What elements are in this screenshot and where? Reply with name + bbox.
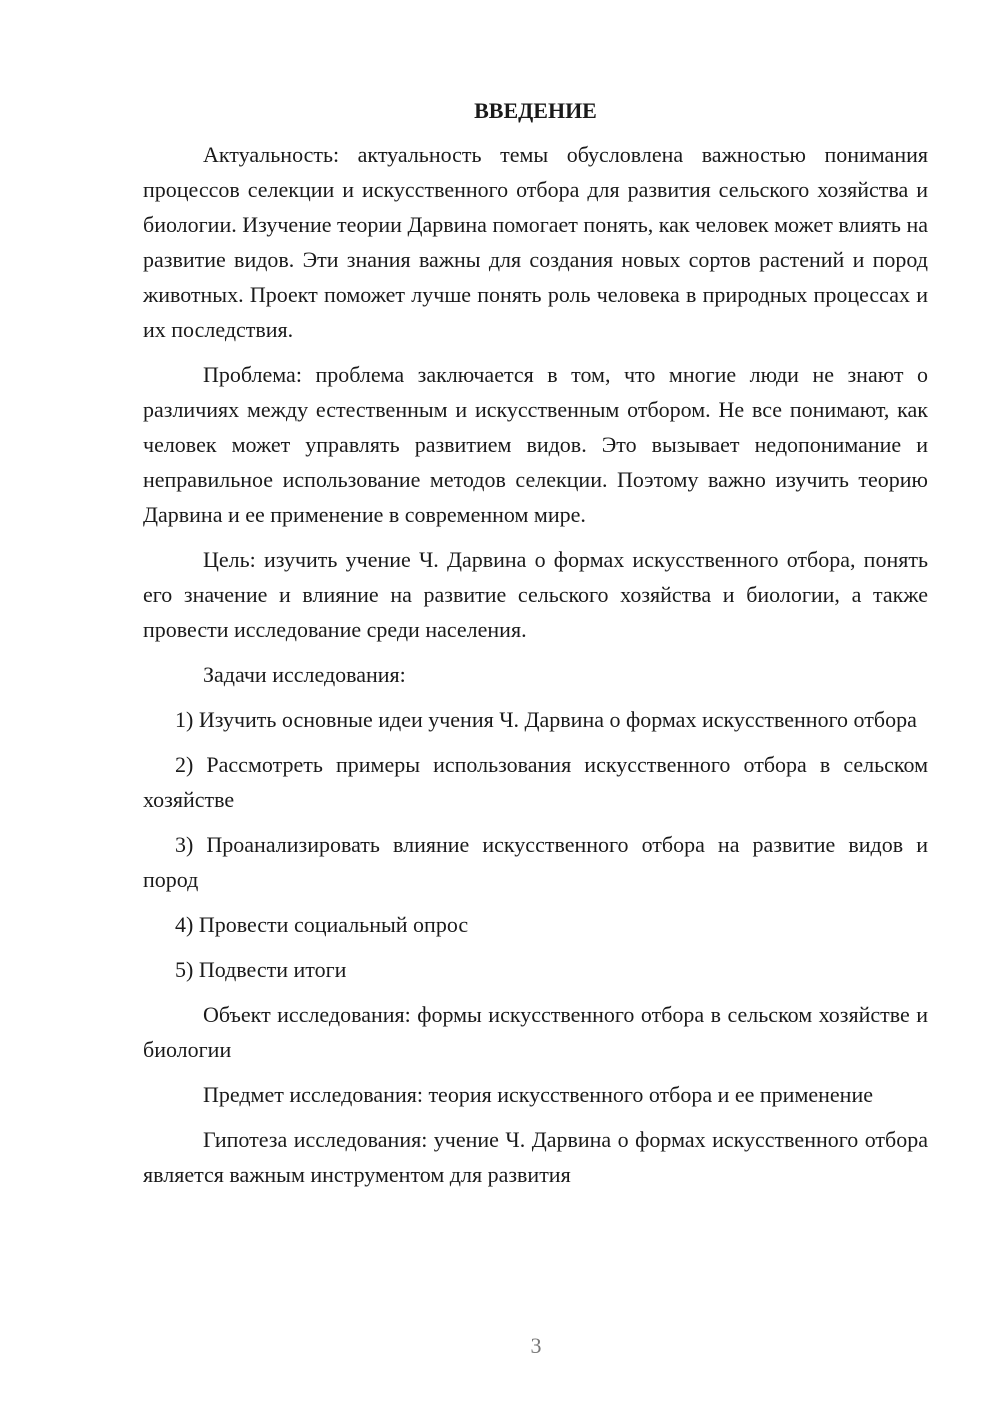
- relevance-paragraph: Актуальность: актуальность темы обусловлена важностью понимания процессов селекции и искусственного отбора для развития сельского хозяйства и биологии. Изучение теории Дарвина помогает понять, как человек может влиять на развитие видов. Эти знания важны для создания новых сортов растений и пород животных. Проект поможет лучше понять роль человека в природных процессах и их последствия.: [143, 142, 928, 342]
- task-item-4: 4) Провести социальный опрос: [175, 912, 469, 937]
- task-item-1: 1) Изучить основные идеи учения Ч. Дарвина о формах искусственного отбора: [175, 707, 917, 732]
- task-item-3: 3) Проанализировать влияние искусственного отбора на развитие видов и пород: [143, 832, 928, 892]
- task-item-2: 2) Рассмотреть примеры использования искусственного отбора в сельском хозяйстве: [143, 752, 928, 812]
- tasks-heading: Задачи исследования:: [203, 662, 406, 687]
- document-body: [143, 95, 928, 1192]
- task-item-5: 5) Подвести итоги: [175, 957, 347, 982]
- subject-paragraph: Предмет исследования: теория искусственного отбора и ее применение: [203, 1082, 873, 1107]
- page-number: 3: [530, 1333, 542, 1358]
- object-paragraph: Объект исследования: формы искусственного отбора в сельском хозяйстве и биологии: [143, 1002, 928, 1062]
- problem-paragraph: Проблема: проблема заключается в том, что многие люди не знают о различиях между естественным и искусственным отбором. Не все понимают, как человек может управлять развитием видов. Это вызывает недопонимание и неправильное использование методов селекции. Поэтому важно изучить теорию Дарвина и ее применение в современном мире.: [143, 362, 928, 527]
- hypothesis-paragraph: Гипотеза исследования: учение Ч. Дарвина о формах искусственного отбора является важным инструментом для развития: [143, 1127, 928, 1187]
- section-title: ВВЕДЕНИЕ: [474, 98, 597, 123]
- goal-paragraph: Цель: изучить учение Ч. Дарвина о формах искусственного отбора, понять его значение и влияние на развитие сельского хозяйства и биологии, а также провести исследование среди населения.: [143, 547, 928, 642]
